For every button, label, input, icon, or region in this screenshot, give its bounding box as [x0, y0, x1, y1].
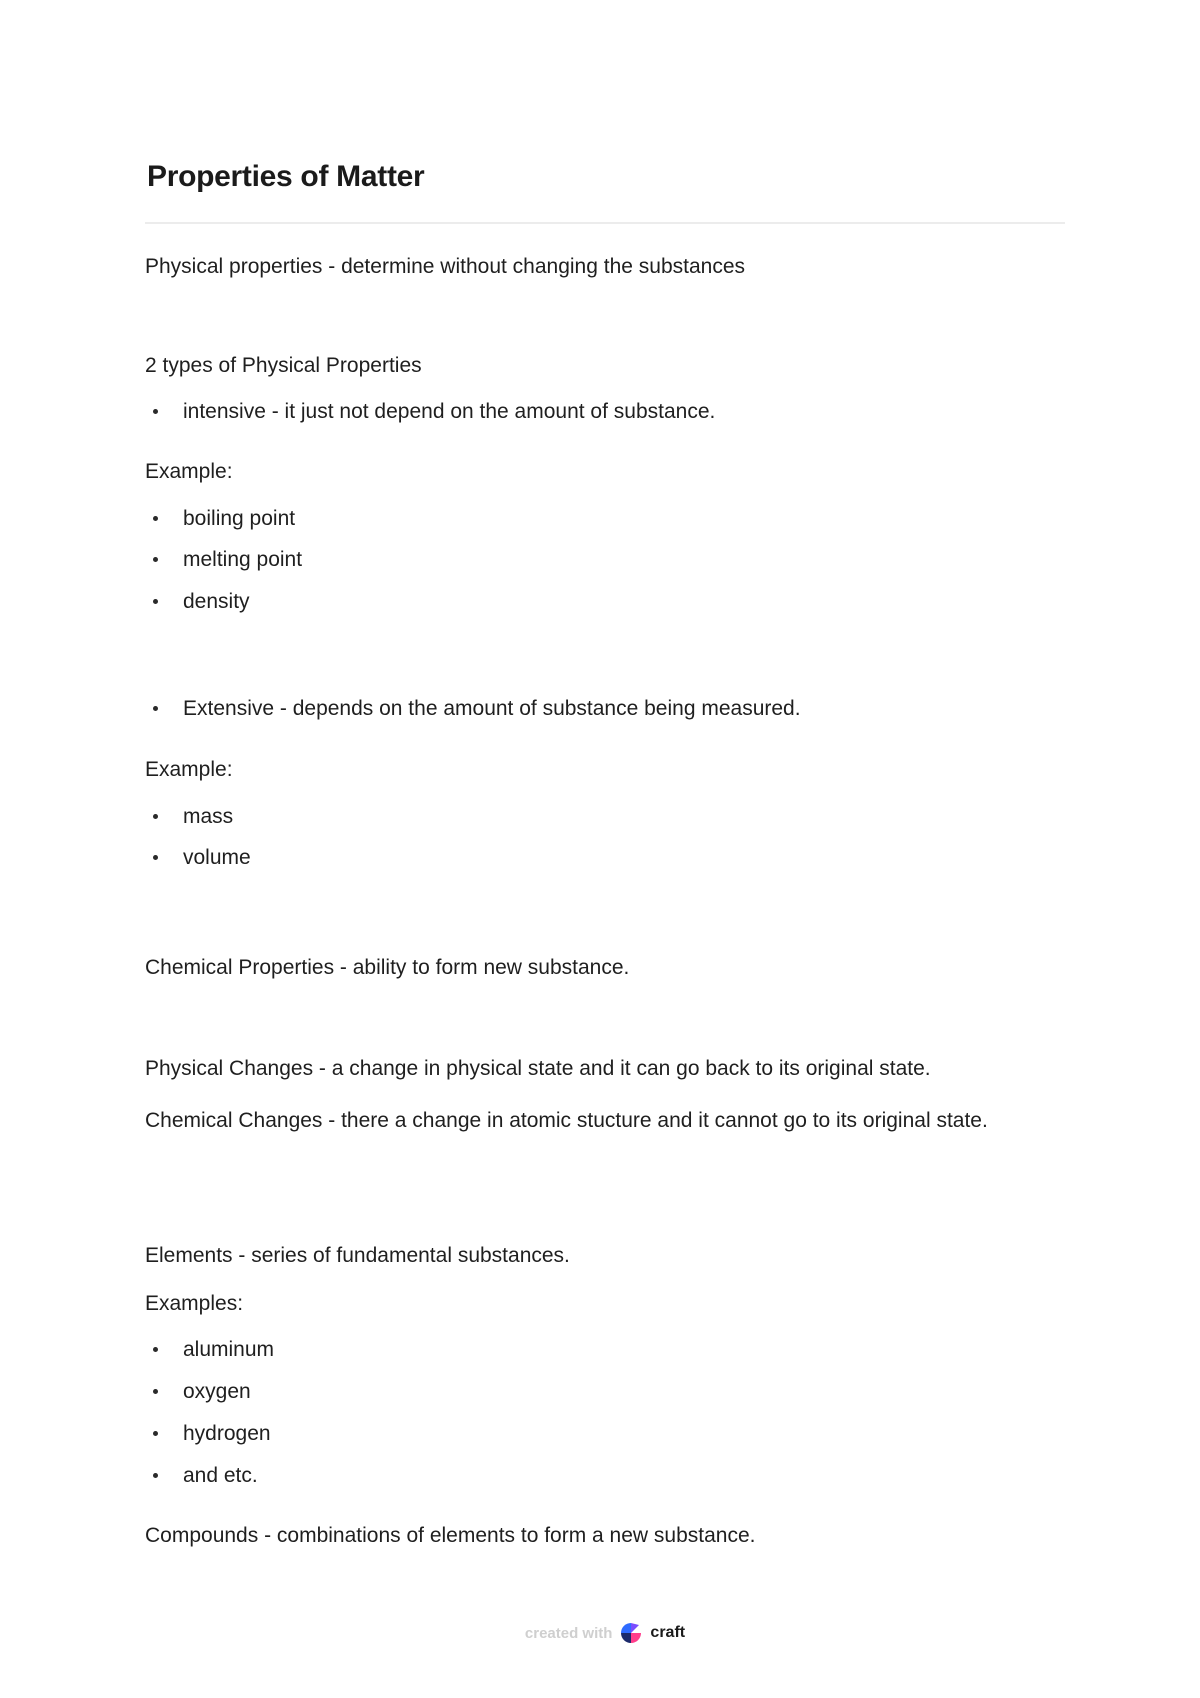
list-item-text: aluminum	[183, 1338, 275, 1361]
bullet-icon	[153, 855, 158, 860]
list-item-text: density	[183, 590, 250, 613]
list-item-text: oxygen	[183, 1380, 251, 1403]
list-item-text: intensive - it just not depend on the amount of substance.	[183, 400, 716, 423]
bullet-icon	[153, 1431, 158, 1436]
title-divider	[145, 222, 1065, 224]
paragraph-chemical-changes: Chemical Changes - there a change in atomic stucture and it cannot go to its original state.	[145, 1109, 988, 1132]
list-item-text: boiling point	[183, 507, 296, 530]
bullet-icon	[153, 1347, 158, 1352]
paragraph-example: Example:	[145, 460, 233, 483]
bullet-icon	[153, 706, 158, 711]
paragraph-physical-properties: Physical properties - determine without changing the substances	[145, 255, 745, 278]
paragraph-physical-changes: Physical Changes - a change in physical state and it can go back to its original state.	[145, 1057, 931, 1080]
footer-watermark	[0, 1622, 1200, 1644]
paragraph-compounds: Compounds - combinations of elements to form a new substance.	[145, 1524, 756, 1547]
bullet-icon	[153, 1389, 158, 1394]
list-item-text: and etc.	[183, 1464, 258, 1487]
paragraph-two-types: 2 types of Physical Properties	[145, 354, 422, 377]
bullet-icon	[153, 516, 158, 521]
bullet-icon	[153, 1473, 158, 1478]
bullet-icon	[153, 814, 158, 819]
page-title: Properties of Matter	[147, 160, 425, 193]
footer-created-with: created with	[524, 1624, 613, 1642]
list-item-text: hydrogen	[183, 1422, 271, 1445]
document-page	[145, 0, 1065, 1698]
bullet-icon	[153, 409, 158, 414]
paragraph-elements: Elements - series of fundamental substances.	[145, 1244, 570, 1267]
footer-brand: craft	[650, 1624, 686, 1641]
bullet-icon	[153, 599, 158, 604]
bullet-icon	[153, 557, 158, 562]
list-item-text: Extensive - depends on the amount of substance being measured.	[183, 697, 801, 720]
list-item-text: volume	[183, 846, 251, 869]
paragraph-chemical-properties: Chemical Properties - ability to form new substance.	[145, 956, 630, 979]
list-item-text: melting point	[183, 548, 303, 571]
paragraph-example: Example:	[145, 758, 233, 781]
craft-logo-icon	[620, 1622, 642, 1644]
paragraph-examples: Examples:	[145, 1292, 244, 1315]
list-item-text: mass	[183, 805, 234, 828]
